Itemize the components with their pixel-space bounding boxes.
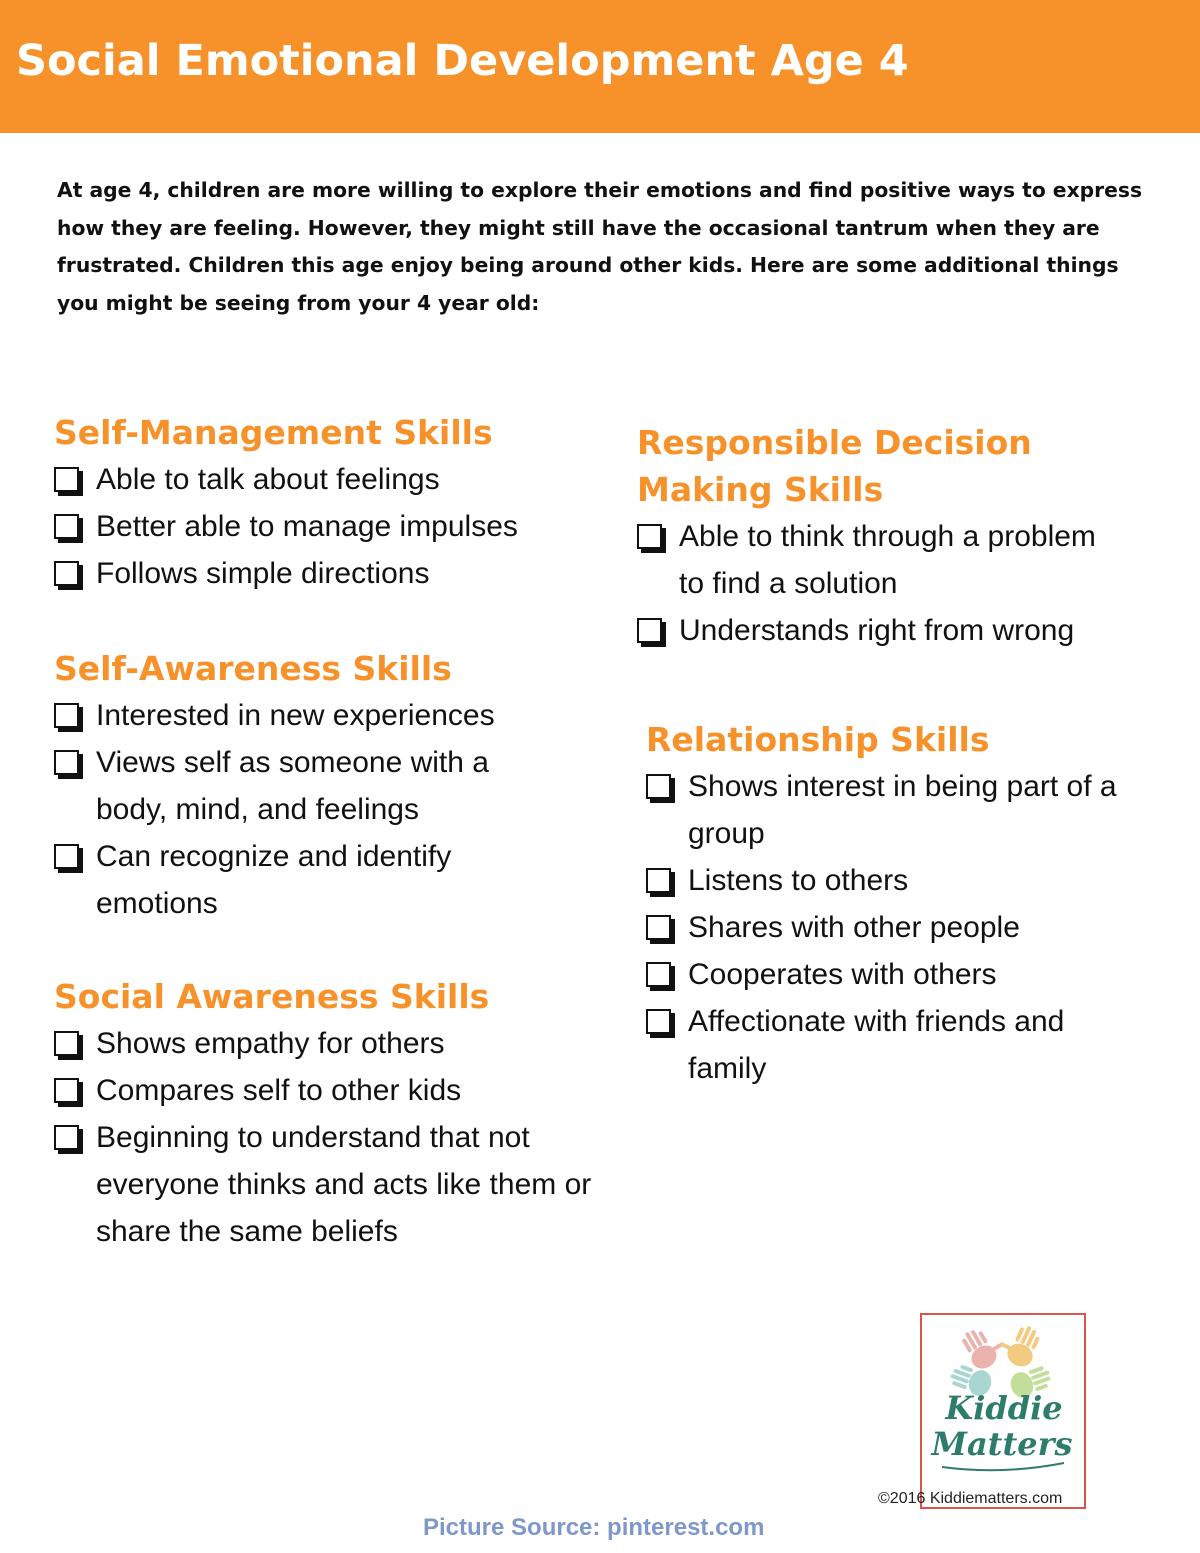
checklist-item bbox=[54, 1067, 634, 1114]
item-label: Able to think through a problem to find a solution bbox=[679, 520, 1096, 600]
section-responsible-decision bbox=[637, 419, 1177, 654]
kiddie-matters-logo bbox=[920, 1313, 1086, 1509]
item-label: Shows interest in being part of a group bbox=[688, 770, 1117, 850]
item-label: Shows empathy for others bbox=[96, 1027, 445, 1060]
item-label: Listens to others bbox=[688, 864, 909, 897]
page-title: Social Emotional Development Age 4 bbox=[16, 36, 909, 86]
checklist-item bbox=[646, 951, 1146, 998]
checklist-item bbox=[637, 607, 1177, 654]
checkbox-icon[interactable] bbox=[54, 514, 79, 539]
checkbox-icon[interactable] bbox=[54, 1078, 79, 1103]
checklist-item bbox=[646, 904, 1146, 951]
checklist-item bbox=[54, 692, 534, 739]
checkbox-icon[interactable] bbox=[54, 703, 79, 728]
checklist-item bbox=[637, 513, 1177, 607]
checklist-item bbox=[646, 763, 1146, 857]
hand-icon bbox=[995, 1318, 1045, 1370]
section-self-awareness bbox=[54, 645, 534, 927]
intro-paragraph: At age 4, children are more willing to explore their emotions and find positive ways to express how they are feeling. However, they might still have the occasional tantrum when they are frustrated. Children this age enjoy being around other kids. Here are some additional things you might be seeing from your 4 year old: bbox=[57, 178, 1143, 315]
item-label: Compares self to other kids bbox=[96, 1074, 462, 1107]
hands-logo-icon bbox=[922, 1315, 1084, 1507]
checkbox-icon[interactable] bbox=[637, 618, 662, 643]
checkbox-icon[interactable] bbox=[54, 1125, 79, 1150]
checkbox-icon[interactable] bbox=[54, 1031, 79, 1056]
checkbox-icon[interactable] bbox=[646, 915, 671, 940]
checklist-item bbox=[646, 998, 1146, 1092]
checkbox-icon[interactable] bbox=[54, 561, 79, 586]
checklist-item bbox=[54, 1114, 634, 1255]
checkbox-icon[interactable] bbox=[646, 774, 671, 799]
item-label: Can recognize and identify emotions bbox=[96, 840, 452, 920]
checklist-item bbox=[646, 857, 1146, 904]
item-label: Cooperates with others bbox=[688, 958, 997, 991]
section-heading: Social Awareness Skills bbox=[54, 977, 490, 1016]
section-heading: Self-Management Skills bbox=[54, 413, 493, 452]
checkbox-icon[interactable] bbox=[646, 1009, 671, 1034]
checkbox-icon[interactable] bbox=[54, 844, 79, 869]
copyright-text: ©2016 Kiddiematters.com bbox=[878, 1490, 1063, 1507]
section-social-awareness bbox=[54, 973, 634, 1255]
checklist-item bbox=[54, 550, 624, 597]
checkbox-icon[interactable] bbox=[54, 467, 79, 492]
section-heading: Responsible Decision Making Skills bbox=[637, 423, 1032, 509]
checklist-item bbox=[54, 456, 624, 503]
picture-source-link[interactable]: Picture Source: pinterest.com bbox=[423, 1514, 765, 1541]
checkbox-icon[interactable] bbox=[637, 524, 662, 549]
svg-text:Kiddie: Kiddie bbox=[945, 1389, 1063, 1427]
section-heading: Relationship Skills bbox=[646, 720, 990, 759]
item-label: Views self as someone with a body, mind, and feelings bbox=[96, 746, 489, 826]
header-banner bbox=[0, 0, 1200, 133]
item-label: Affectionate with friends and family bbox=[688, 1005, 1065, 1085]
item-label: Understands right from wrong bbox=[679, 614, 1075, 647]
item-label: Follows simple directions bbox=[96, 557, 430, 590]
section-relationship bbox=[646, 716, 1146, 1092]
item-label: Beginning to understand that not everyone thinks and acts like them or share the same beliefs bbox=[96, 1121, 592, 1248]
checkbox-icon[interactable] bbox=[646, 868, 671, 893]
section-heading: Self-Awareness Skills bbox=[54, 649, 452, 688]
item-label: Interested in new experiences bbox=[96, 699, 495, 732]
checkbox-icon[interactable] bbox=[54, 750, 79, 775]
svg-text:Matters: Matters bbox=[931, 1425, 1073, 1463]
item-label: Shares with other people bbox=[688, 911, 1020, 944]
item-label: Able to talk about feelings bbox=[96, 463, 440, 496]
checklist-item bbox=[54, 503, 624, 550]
item-label: Better able to manage impulses bbox=[96, 510, 518, 543]
checkbox-icon[interactable] bbox=[646, 962, 671, 987]
checklist-item bbox=[54, 1020, 634, 1067]
checklist-item bbox=[54, 739, 534, 833]
checklist-item bbox=[54, 833, 534, 927]
section-self-management bbox=[54, 409, 624, 597]
